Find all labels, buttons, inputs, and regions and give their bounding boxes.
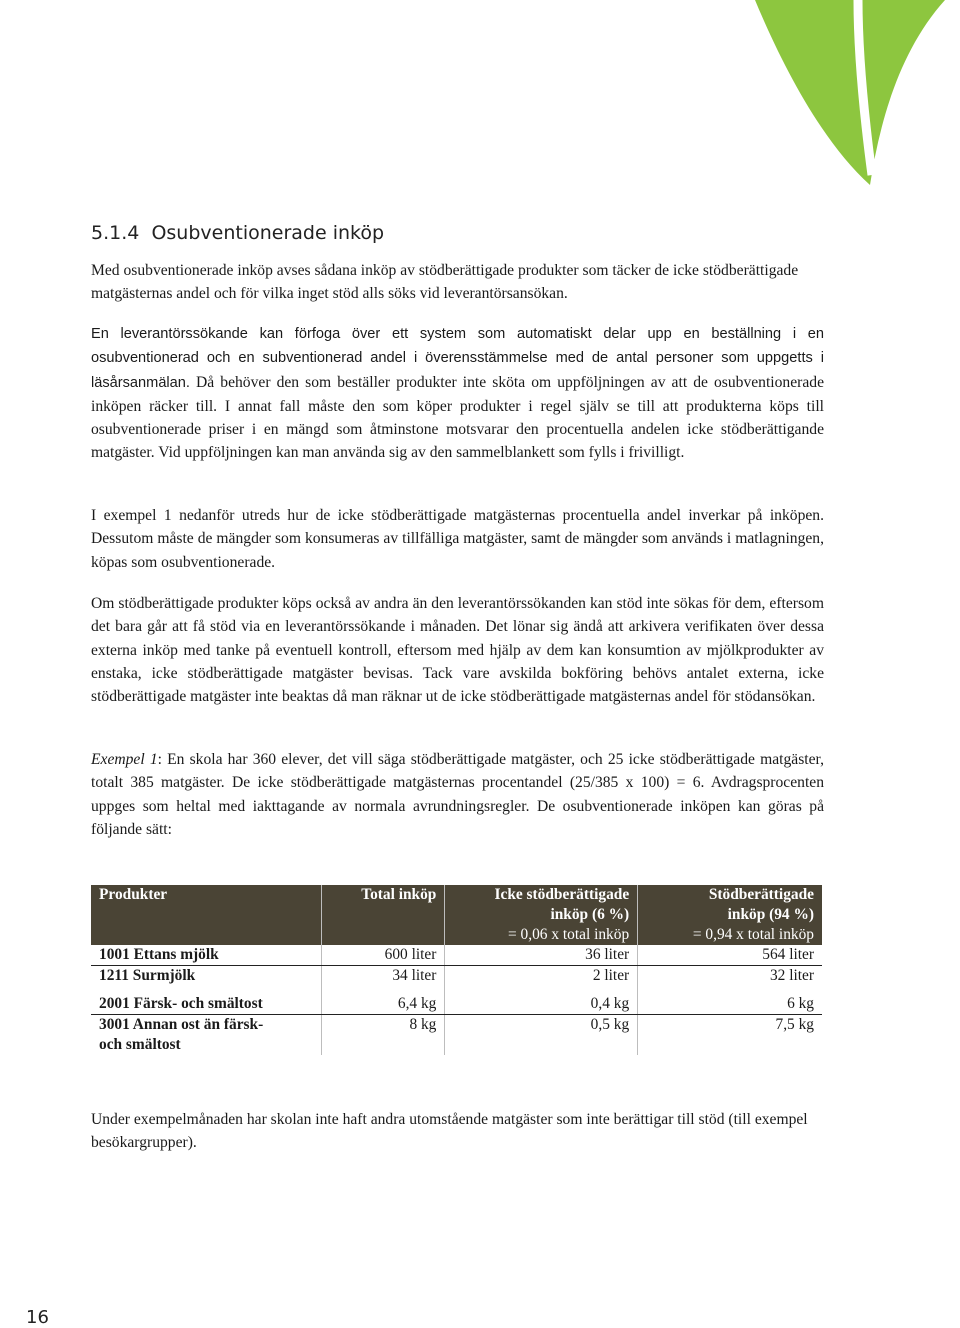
cell-product: 1001 Ettans mjölk: [91, 945, 321, 966]
paragraph-definition: Med osubventionerade inköp avses sådana inköp av stödberättigade produkter som täcker de icke stödberättigade matgästernas andel och för vilka inget stöd alls söks vid leverantörsansökan.: [91, 262, 799, 303]
paragraph-external-purchases: Om stödberättigade produkter köps också av andra än den leverantörssökanden kan stöd inte sökas för dem, eftersom det bara går att få stöd via en leverantörssökande i månaden. Det lönar sig ändå att arkivera verifikaten över dessa externa inköp med tanke på eventuell kontroll, eftersom med hjälp av dem kan konsumtion av mjölkprodukter av enstaka, icke stödberättigade matgäster bevisas. Tack vare avskilda bokföring behövs antalet externa, icke stödberättigade matgäster inte beaktas då man räknar ut de icke stödberättigade matgästernas andel för stödansökan.: [91, 595, 824, 706]
section-title: Osubventionerade inköp: [151, 222, 385, 244]
cell-product: 1211 Surmjölk: [91, 966, 321, 987]
table-spacer: [91, 986, 822, 994]
paragraph-system-part2: Då behöver den som beställer produkter inte sköta om uppföljningen av att de osubventionerade inköpen räcker till. I annat fall måste den som köper produkter i regel själv se till att produkterna köps till osubventionerade priser i en mängd som åtminstone motsvarar den procentuella andelen icke stödberättigande matgäster. Vid uppföljningen kan man använda sig av den sammelblankett som fylls i frivilligt.: [91, 373, 824, 462]
cell-total: 34 liter: [321, 966, 445, 987]
cell-total: 6,4 kg: [321, 994, 445, 1015]
table-row: [91, 945, 822, 966]
leaf-shape: [755, 0, 945, 185]
cell-total: 600 liter: [321, 945, 445, 966]
section-heading: [91, 222, 384, 244]
section-number: 5.1.4: [91, 222, 140, 244]
cell-eligible: 32 liter: [769, 967, 814, 984]
paragraph-example-1: [91, 748, 824, 841]
paragraph-system: [91, 322, 824, 465]
example-label: Exempel 1: [91, 751, 158, 768]
table-row: [91, 994, 822, 1015]
cell-product: 2001 Färsk- och smältost: [91, 994, 321, 1015]
paragraph-system-part1: En leverantörssökande kan förfoga över ett system som automatiskt delar upp en beställning i en osubventionerad och en subventionerad andel i överensstämmelse med de antal personer som uppgetts i läsårsanmälan.: [91, 326, 824, 391]
table-header-row: [91, 885, 822, 945]
header-non-eligible: Icke stödberättigade inköp (6 %) = 0,06 x total inköp: [445, 885, 638, 945]
cell-eligible: 564 liter: [638, 945, 822, 966]
header-total: Total inköp: [321, 885, 445, 945]
purchase-table: [91, 885, 822, 1055]
cell-eligible: 6 kg: [638, 994, 822, 1015]
paragraph-closing: Under exempelmånaden har skolan inte haft andra utomstående matgäster som inte berättigar till stöd (till exempel besökargrupper).: [91, 1111, 808, 1152]
cell-non-eligible: 0,5 kg: [445, 1015, 638, 1056]
header-eligible: Stödberättigade inköp (94 %) = 0,94 x total inköp: [692, 886, 814, 943]
cell-non-eligible: 36 liter: [445, 945, 638, 966]
header-products: Produkter: [91, 885, 321, 945]
leaf-decoration: [0, 0, 960, 200]
example-text: : En skola har 360 elever, det vill säga stödberättigade matgäster, och 25 icke stödberättigade matgäster, totalt 385 matgäster. De icke stödberättigade matgästernas procentandel (25/385 x 100) = 6. Avdragsprocenten uppges som heltal med iakttagande av normala avrundningsregler. De osubventionerade inköpen kan göras på följande sätt:: [91, 751, 824, 838]
paragraph-example-intro: I exempel 1 nedanför utreds hur de icke stödberättigade matgästernas procentuella andel inverkar på inköpen. Dessutom måste de mängder som konsumeras av tillfälliga matgäster, samt de mängder som används i matlagningen, köpas som osubventionerade.: [91, 507, 824, 571]
cell-non-eligible: 2 liter: [445, 966, 638, 987]
cell-eligible: 7,5 kg: [775, 1016, 814, 1033]
cell-total: 8 kg: [321, 1015, 445, 1056]
cell-non-eligible: 0,4 kg: [445, 994, 638, 1015]
table-row: [91, 966, 822, 987]
page-number: 16: [26, 1307, 49, 1328]
table-row: [91, 1015, 822, 1056]
cell-product: 3001 Annan ost än färsk- och smältost: [91, 1015, 321, 1056]
